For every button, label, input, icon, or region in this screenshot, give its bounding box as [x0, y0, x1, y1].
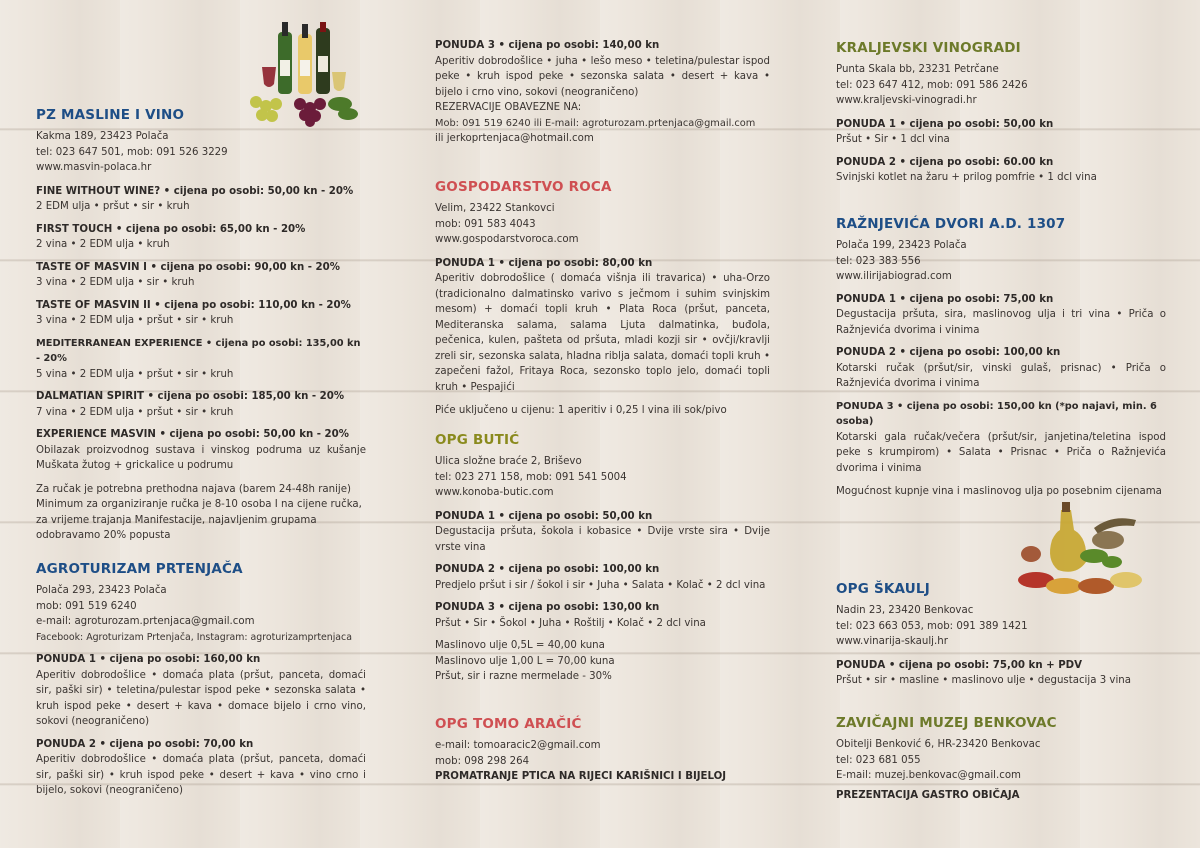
email-line[interactable]: E-mail: muzej.benkovac@gmail.com	[836, 770, 1021, 781]
offer-heading: PONUDA 2 • cijena po osobi: 100,00 kn	[836, 347, 1061, 358]
phone-line: tel: 023 647 412, mob: 091 586 2426	[836, 79, 1028, 91]
phone-line: tel: 023 647 501, mob: 091 526 3229	[36, 146, 228, 158]
email-line[interactable]: e-mail: agroturozam.prtenjaca@gmail.com	[36, 616, 255, 627]
offer-body: 2 vina • 2 EDM ulja • kruh	[36, 239, 170, 250]
offer-body: Pršut • Sir • Šokol • Juha • Roštilj • Kolač • 2 dcl vina	[435, 617, 706, 629]
reservation-contact[interactable]: Mob: 091 519 6240 ili E-mail: agroturozam.prtenjaca@gmail.com	[435, 117, 756, 129]
offer-body: 3 vina • 2 EDM ulja • sir • kruh	[36, 277, 195, 288]
section-title: OPG TOMO ARAČIĆ	[435, 716, 582, 732]
reservation-email[interactable]: ili jerkoprtenjaca@hotmail.com	[435, 133, 594, 144]
price-line: Maslinovo ulje 0,5L = 40,00 kuna	[435, 640, 605, 651]
social-line: Facebook: Agroturizam Prtenjača, Instagram: agroturizamprtenjaca	[36, 631, 352, 643]
address-line: Velim, 23422 Stankovci	[435, 203, 555, 214]
offer-heading: PONUDA 1 • cijena po osobi: 50,00 kn	[836, 118, 1054, 130]
section-title: KRALJEVSKI VINOGRADI	[836, 40, 1021, 56]
reservation-label: REZERVACIJE OBAVEZNE NA:	[435, 102, 582, 113]
section-title: OPG BUTIĆ	[435, 432, 520, 448]
offer-heading: PONUDA 2 • cijena po osobi: 70,00 kn	[36, 738, 254, 750]
phone-line: tel: 023 271 158, mob: 091 541 5004	[435, 471, 627, 483]
skaulj-section	[836, 581, 1166, 689]
offer-heading: PONUDA 3 • cijena po osobi: 140,00 kn	[435, 40, 660, 51]
roca-section	[435, 179, 770, 419]
offer-body: Degustacija pršuta, šokola i kobasice • Dvije vrste sira • Dvije vrste vina	[435, 526, 770, 553]
offer-heading: PONUDA 1 • cijena po osobi: 80,00 kn	[435, 257, 653, 269]
offer-body: 3 vina • 2 EDM ulja • pršut • sir • kruh	[36, 315, 234, 326]
address-line: Polača 199, 23423 Polača	[836, 240, 967, 251]
offer-heading: PONUDA 1 • cijena po osobi: 75,00 kn	[836, 293, 1054, 305]
offer-heading: PONUDA 1 • cijena po osobi: 160,00 kn	[36, 654, 261, 665]
offer-body: Pršut • Sir • 1 dcl vina	[836, 134, 950, 145]
lunch-note: Za ručak je potrebna prethodna najava (barem 24-48h ranije) Minimum za organiziranje ručka je 8-10 osoba I na cijene ručka, za vrijeme trajanja Manifestacije, najavljenim grupama odobravamo 20% popusta	[36, 483, 362, 541]
price-line: Maslinovo ulje 1,00 L = 70,00 kuna	[435, 655, 615, 667]
website-link[interactable]: www.ilirijabiograd.com	[836, 271, 952, 282]
offer-body: Aperitiv dobrodošlice • domaća plata (pršut, panceta, domaći sir, paški sir) • teletina/pulestar ispod peke • sezonska salata • kruh ispod peke • desert + kava • domace bijelo i crno vino, sokovi (neograničeno)	[36, 669, 366, 727]
offer-body: Svinjski kotlet na žaru + prilog pomfrie • 1 dcl vina	[836, 172, 1097, 183]
offer-body: Aperitiv dobrodošlice • juha • lešo meso • teletina/pulestar ispod peke • kruh ispod peke • sezonska salata • desert + kava • bijelo i crno vino, sokovi (neograničeno)	[435, 55, 770, 98]
phone-line: tel: 023 383 556	[836, 255, 921, 267]
agroturizam-section	[36, 561, 366, 799]
masline-section	[36, 107, 366, 544]
phone-line: tel: 023 681 055	[836, 754, 921, 766]
offer-body: 5 vina • 2 EDM ulja • pršut • sir • kruh	[36, 368, 234, 380]
section-title: ZAVIČAJNI MUZEJ BENKOVAC	[836, 715, 1057, 731]
offer-body: Predjelo pršut i sir / šokol i sir • Juha • Salata • Kolač • 2 dcl vina	[435, 579, 766, 591]
kraljevski-section	[836, 40, 1166, 186]
raznjevica-section	[836, 216, 1166, 500]
section-title: OPG ŠKAULJ	[836, 581, 930, 597]
offer-heading: PREZENTACIJA GASTRO OBIČAJA	[836, 789, 1020, 801]
phone-line: mob: 091 519 6240	[36, 600, 137, 612]
offer-body: Aperitiv dobrodošlice ( domaća višnja ili travarica) • uha-Orzo (tradicionalno dalmatinsko varivo s ječmom i suhim svinjskim mesom) + domaći topli kruh • Plata Roca (pršut, panceta, Mediteranska salama, salama Ljuta dalmatinka, buđola, pečenica, kulen, pašteta od pršuta, mladi kozji sir • ovčji/kravlji zreli sir, sezonska salata, hladna riblja salata, domaći topli kruh • zapečeni fažol, Fritaya Roca, sezonsko toplo jelo, domaći topli kruh • Pespajići	[435, 273, 770, 393]
website-link[interactable]: www.gospodarstvoroca.com	[435, 234, 579, 245]
offer-heading: TASTE OF MASVIN II • cijena po osobi: 110,00 kn - 20%	[36, 299, 351, 311]
offer-heading: PONUDA 1 • cijena po osobi: 50,00 kn	[435, 510, 653, 522]
offer-heading: PONUDA 3 • cijena po osobi: 150,00 kn (*po najavi, min. 6 osoba)	[836, 400, 1157, 427]
section-title: GOSPODARSTVO ROCA	[435, 179, 612, 195]
offer-heading: PONUDA 2 • cijena po osobi: 100,00 kn	[435, 564, 660, 575]
address-line: Obitelji Benković 6, HR-23420 Benkovac	[836, 739, 1041, 750]
offer-body: Aperitiv dobrodošlice • domaća plata (pršut, panceta, domaći sir, paški sir) • kruh ispod peke • desert + kava • vino crno i bijelo, sokovi (neograničeno)	[36, 754, 366, 796]
phone-line: tel: 023 663 053, mob: 091 389 1421	[836, 620, 1028, 632]
website-link[interactable]: www.masvin-polaca.hr	[36, 162, 152, 173]
offer-body: 7 vina • 2 EDM ulja • pršut • sir • kruh	[36, 406, 234, 418]
offer-heading: FINE WITHOUT WINE? • cijena po osobi: 50,00 kn - 20%	[36, 185, 354, 197]
section-title: PZ MASLINE I VINO	[36, 107, 185, 123]
offer-body: Degustacija pršuta, sira, maslinovog ulja i tri vina • Priča o Ražnjevića dvorima i vinima	[836, 309, 1166, 336]
agroturizam-continued	[435, 38, 770, 147]
address-line: Nadin 23, 23420 Benkovac	[836, 605, 974, 616]
offer-body: Obilazak proizvodnog sustava i vinskog podruma uz kušanje Muškata žutog + grickalice u podrumu	[36, 444, 366, 471]
offer-body: Kotarski ručak (pršut/sir, vinski gulaš, prisnac) • Priča o Ražnjevića dvorima i vinima	[836, 362, 1166, 389]
offer-heading: PONUDA 2 • cijena po osobi: 60.00 kn	[836, 156, 1054, 168]
section-title: AGROTURIZAM PRTENJAČA	[36, 561, 243, 577]
offer-heading: FIRST TOUCH • cijena po osobi: 65,00 kn - 20%	[36, 223, 306, 235]
drink-note: Piće uključeno u cijenu: 1 aperitiv i 0,25 l vina ili sok/pivo	[435, 405, 727, 416]
address-line: Polača 293, 23423 Polača	[36, 585, 167, 596]
offer-heading: PONUDA 3 • cijena po osobi: 130,00 kn	[435, 602, 660, 613]
address-line: Kakma 189, 23423 Polača	[36, 131, 169, 142]
offer-heading: DALMATIAN SPIRIT • cijena po osobi: 185,00 kn - 20%	[36, 391, 345, 402]
offer-heading: MEDITERRANEAN EXPERIENCE • cijena po osobi: 135,00 kn - 20%	[36, 337, 361, 364]
offer-heading: PONUDA • cijena po osobi: 75,00 kn + PDV	[836, 659, 1083, 671]
address-line: Ulica složne braće 2, Briševo	[435, 456, 582, 467]
website-link[interactable]: www.konoba-butic.com	[435, 487, 554, 498]
section-title: RAŽNJEVIĆA DVORI A.D. 1307	[836, 216, 1066, 232]
offer-body: 2 EDM ulja • pršut • sir • kruh	[36, 201, 190, 212]
phone-line: mob: 091 583 4043	[435, 218, 536, 230]
butic-section	[435, 432, 770, 685]
offer-body: Pršut • sir • masline • maslinovo ulje • degustacija 3 vina	[836, 675, 1131, 686]
tomo-section	[435, 716, 770, 785]
offer-heading: TASTE OF MASVIN I • cijena po osobi: 90,00 kn - 20%	[36, 261, 340, 273]
offer-heading: PROMATRANJE PTICA NA RIJECI KARIŠNICI I BIJELOJ	[435, 771, 727, 782]
offer-body: Kotarski gala ručak/večera (pršut/sir, janjetina/teletina ispod peke s krumpirom) • Salata • Prisnac • Priča o Ražnjevića dvorima i vinima	[836, 431, 1166, 474]
muzej-section	[836, 715, 1166, 803]
purchase-note: Mogućnost kupnje vina i maslinovog ulja po posebnim cijenama	[836, 486, 1162, 497]
offer-heading: EXPERIENCE MASVIN • cijena po osobi: 50,00 kn - 20%	[36, 429, 349, 440]
website-link[interactable]: www.vinarija-skaulj.hr	[836, 636, 948, 647]
email-line[interactable]: e-mail: tomoaracic2@gmail.com	[435, 740, 601, 751]
price-line: Pršut, sir i razne mermelade - 30%	[435, 671, 612, 682]
address-line: Punta Skala bb, 23231 Petrčane	[836, 64, 999, 75]
phone-line: mob: 098 298 264	[435, 755, 530, 767]
website-link[interactable]: www.kraljevski-vinogradi.hr	[836, 95, 977, 106]
